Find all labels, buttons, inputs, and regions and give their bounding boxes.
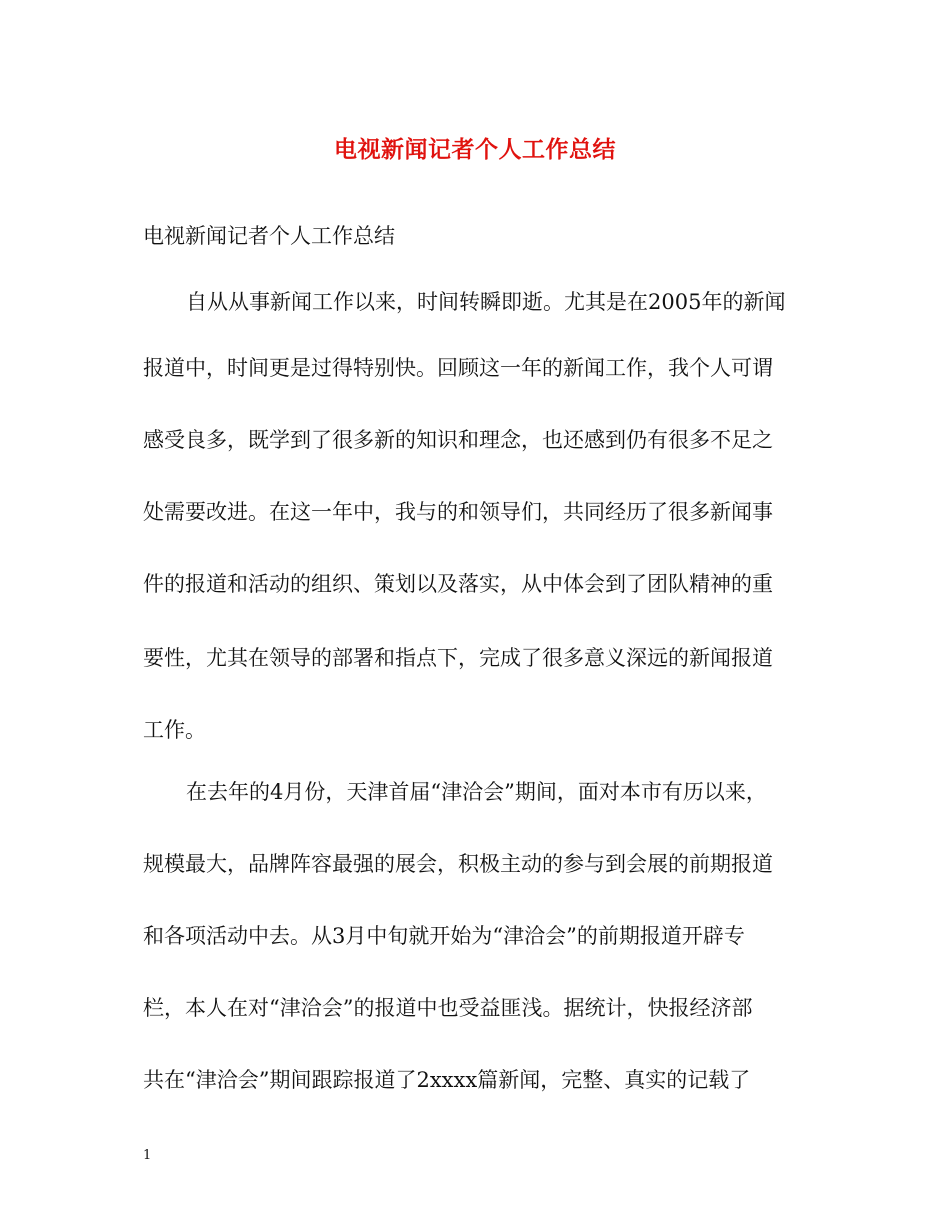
paragraph-1-line-4: 处需要改进。在这一年中，我与的和领导们，共同经历了很多新闻事 bbox=[143, 500, 773, 524]
paragraph-2-line-1: 在去年的4月份，天津首届“津洽会”期间，面对本市有历以来， bbox=[186, 780, 767, 804]
page-number: 1 bbox=[143, 1148, 152, 1163]
paragraph-1-line-2: 报道中，时间更是过得特别快。回顾这一年的新闻工作，我个人可谓 bbox=[143, 356, 773, 380]
paragraph-1-line-6: 要性，尤其在领导的部署和指点下，完成了很多意义深远的新闻报道 bbox=[143, 646, 773, 670]
paragraph-1-line-1: 自从从事新闻工作以来，时间转瞬即逝。尤其是在2005年的新闻 bbox=[186, 290, 786, 314]
paragraph-2-line-2: 规模最大，品牌阵容最强的展会，积极主动的参与到会展的前期报道 bbox=[143, 852, 773, 876]
document-title: 电视新闻记者个人工作总结 bbox=[334, 136, 616, 163]
paragraph-1-line-5: 件的报道和活动的组织、策划以及落实，从中体会到了团队精神的重 bbox=[143, 572, 773, 596]
document-subtitle: 电视新闻记者个人工作总结 bbox=[143, 224, 395, 248]
paragraph-2-line-4: 栏，本人在对“津洽会”的报道中也受益匪浅。据统计，快报经济部 bbox=[143, 996, 753, 1020]
paragraph-1-line-3: 感受良多，既学到了很多新的知识和理念，也还感到仍有很多不足之 bbox=[143, 428, 773, 452]
paragraph-2-line-5: 共在“津洽会”期间跟踪报道了2xxxx篇新闻，完整、真实的记载了 bbox=[143, 1068, 751, 1092]
paragraph-1-line-7: 工作。 bbox=[143, 718, 206, 742]
paragraph-2-line-3: 和各项活动中去。从3月中旬就开始为“津洽会”的前期报道开辟专 bbox=[143, 924, 745, 948]
